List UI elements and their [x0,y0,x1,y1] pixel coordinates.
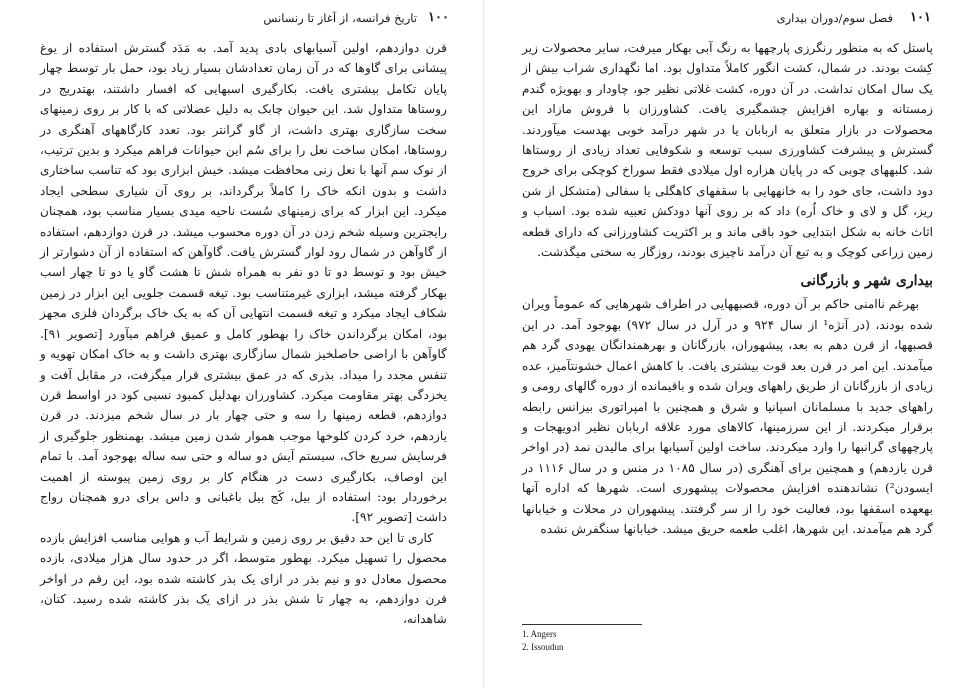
footnote-2: 2. Issoudun [522,642,564,652]
right-page-header [520,10,931,30]
right-page-body [522,38,933,539]
right-paragraph-2: بهرغم ناامنی حاکم بر آن دوره، قصبههایی در اطراف شهرهایی که عموماً ویران شده بودند، (در آنژه¹ از سال ۹۲۴ و در آرل در سال ۹۷۲) بهوجود آمد. در این قصبهها، از قرن دهم به بعد، پیشهوران، بازرگانان و بهرهمندانگان یهودی گرد هم میآمدند. این امر در قرن بعد قوت بیشتری یافت. با کاهش اعمال خشونتآمیز، عده زیادی از بازرگانان از طریق راههای ویران شده و باقیمانده از دوره گالهای رومی و راههای جدید با مسلمانان اسپانیا و شرق و همچنین با امپراتوری بیزانس رابطه برقرار میکردند. از این سرزمینها، کالاهای مورد علاقه اربابان نظیر ادویهجات و پارچههای گرانبها را وارد میکردند. ساخت اولین آسیابها برای مالیدن نمد (در اواخر قرن یازدهم) و همچنین برای آهنگری (در سال ۱۰۸۵ در منس و در سال ۱۱۱۶ در ایسودن²) نشاندهنده افزایش محصولات پیشهوری است. شهرها که اداره آنها بهعهده اسقفها بود، فعالیت خود را از سر گرفتند. پیشهوران در محلات و خیابانها گرد هم میآمدند. این شهرها، اغلب طعمه حریق میشد. خیابانها سنگفرش نشده [522,297,934,536]
right-page-running-title: فصل سوم/دوران بیداری [776,11,893,25]
right-page [484,0,967,688]
left-page-number: ۱۰۰ [428,10,449,25]
right-paragraph-1: پاستل که به منظور رنگرزی پارچهها به رنگ آبی بهکار میرفت، سایر محصولات زیر کِشت بودند. در شمال، کشت انگور کاملاً متداول بود. اما نگهداری شراب بیش از یک سال امکان نداشت. در آن دوره، کشت غلاتی نظیر جو، چاودار و بهویژه گندم زمستانه و بهاره افزایش چشمگیری یافت. کشاورزان با فروش مازاد این محصولات در بازار متعلق به اربابان یا در شهر درآمد خوبی بهدست میآوردند. گسترش و پیشرفت کشاورزی سبب توسعه و شکوفایی تعداد زیادی از روستاها شد. کلبههای چوبی که در پایان هزاره اول میلادی فقط سوراخ کوچکی برای خروج دود داشت، جای خود را به خانههایی با سقفهای کاهگلی یا سفالی (متشکل از شن ریز، گل و لای و خاک اُره) داد که بر روی آنها دودکش تعبیه شده بود. اسباب و اثاث خانه به شکل ابتدایی خود باقی ماند و بر اکثریت کشاورزانی که دارای قطعه زمین زراعی کوچک و به تبع آن درآمد ناچیزی بودند، روزگار به سختی میگذشت. [522,41,933,260]
left-page-running-title: تاریخ فرانسه، از آغاز تا رنسانس [263,11,417,25]
footnote-1: 1. Angers [522,629,557,639]
left-page-header [30,10,449,30]
footnote-divider [522,624,642,625]
left-paragraph-2: کاری تا این حد دقیق بر روی زمین و شرایط آب و هوایی مناسب افزایش بازده محصول را تسهیل میکرد. بهطور متوسط، اگر در حدود سال هزار میلادی، بازده محصول معادل دو و نیم بذر در ازای یک بذر کاشته شده بود، این رقم در اواخر قرن دوازدهم، به چهار تا شش بذر در ازای یک بذر کاشته شده رسید. کتان، شاهدانه، [40,530,447,627]
footnotes [522,628,722,654]
left-paragraph-1: قرن دوازدهم، اولین آسیابهای بادی پدید آمد. به مَدَد گسترش استفاده از یوغ پیشانی برای گاوها که در آن زمان تعدادشان بسیار زیاد بود، حمل بار توسط چهار پایان تکامل بیشتری یافت. بکارگیری اسبهایی که افسار داشتند، بهتدریج در روستاها متداول شد. این حیوان چابک به دلیل عضلاتی که با کار بر روی زمینهای سخت سازگاری بهتری داشت، از گاو گرانتر بود. تعدد کارگاههای آهنگری در روستاها، امکان ساخت نعل را برای سُم این حیوانات فراهم میکرد و بدین ترتیب، از نوک سم آنها با نعل زنی محافظت میشد. خیش ابزاری بود که تناسب ساختاری داشت و بدون انکه خاک را کاملاً برگرداند، بر روی آن شیاری سطحی ایجاد میکرد. این ابزار که برای زمینهای سُست ناحیه میدی بسیار مناسب بود، همچنان رایجترین وسیله شخم زدن در آن دوره محسوب میشد. در قرن دوازدهم، استفاده از گاوآهن در شمال رود لوار گسترش یافت. گاوآهن که استفاده از آن دشوارتر از خیش بود و توسط دو تا دو نفر به همراه شش تا هشت گاو یا دو تا چهار اسب بهکار گرفته میشد، ابزاری غیرمتناسب بود. تیغه قسمت جلویی این ابزار در زمین شکاف ایجاد میکرد و تیغه قسمت انتهایی آن که به یک خاک برگردان فلزی مجهز بود، امکان برگرداندن خاک را بهطور کامل و عمیق فراهم میآورد [تصویر ۹۱]. گاوآهن با اراضی حاصلخیز شمال سازگاری بهتری داشت و به خاک امکان تهویه و تنفس مجدد را میداد. بذری که در عمق بیشتری قرار میگرفت، در مقابل آفت و یخزدگی بهتر مقاومت میکرد. کشاورزان بهدلیل کمبود نسبی کود در اواسط قرن دوازدهم، قطعه زمینها را سه و حتی چهار بار در سال شخم میزدند. در قرن یازدهم، خرد کردن کلوخها موجب هموار شدن زمین میشد. بهمنظور جلوگیری از فرسایش سریع خاک، سیستم آیش دو ساله و حتی سه ساله بهوجود آمد. با تمام این اوصاف، بکارگیری دست در هنگام کار بر روی زمین پیوسته از اهمیت برخوردار بود: استفاده از بیل، کَج بیل باغبانی و داس برای درو همچنان رواج داشت [تصویر ۹۲]. [40,41,447,525]
left-page-body [40,38,447,630]
right-page-number: ۱۰۱ [910,10,931,25]
section-heading: بیداری شهر و بازرگانی [800,273,933,290]
